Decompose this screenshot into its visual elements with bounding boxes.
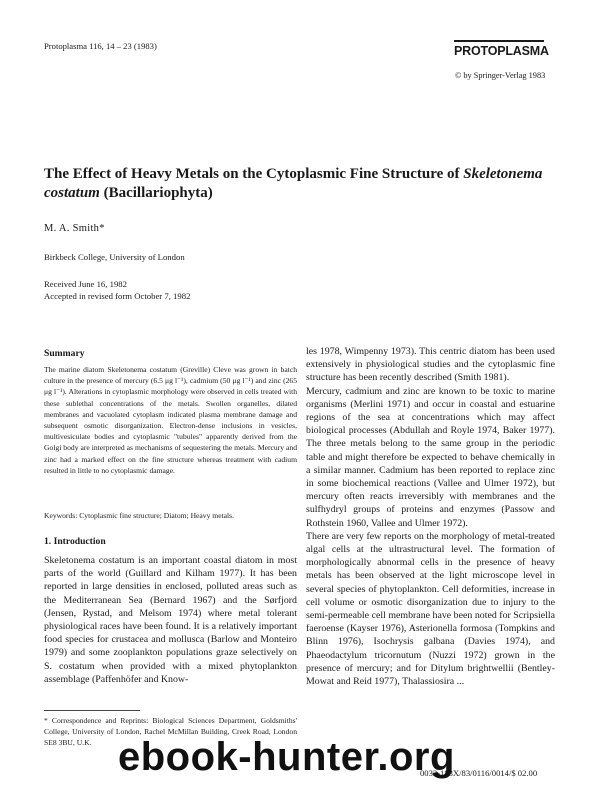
summary-text: The marine diatom Skeletonema costatum (Greville) Cleve was grown in batch culture in the presence of mercury (6.5 μg l⁻¹), cadmium (50 μg l⁻¹) and zinc (265 μg l⁻¹). Alterations in cytoplasmic morphology were observed in cells treated with these sublethal concentrations of the metals. Swollen organelles, dilated membranes and vacuolated cytoplasm indicated plasma membrane damage and subsequent osmotic disorganization. Electron-dense inclusions in vesicles, multivesiculate bodies and cytoplasmic "tubules" apparently derived from the Golgi body are interpreted as mechanisms of sequestering the metals. Mercury and zinc had a marked effect on the fine structure whereas treatment with cadium resulted in little to no cytoplasmic damage. [44, 365, 297, 475]
journal-citation: Protoplasma 116, 14 – 23 (1983) [44, 41, 157, 51]
summary-heading: Summary [44, 348, 85, 359]
journal-logo: PROTOPLASMA [454, 40, 544, 58]
column2-body [306, 345, 555, 688]
publication-code: 0033-183X/83/0116/0014/$ 02.00 [420, 768, 538, 778]
title-part2: (Bacillariophyta) [99, 185, 213, 201]
paragraph-3: There are very few reports on the morphology of metal-treated algal cells at the ultrastructural level. The formation of morphologically abnormal cells in the presence of heavy metals has been observed at the light microscope level in several species of phytoplankton. Cell deformities, increase in cell volume or osmotic disorganization due to injury to the semi-permeable cell membrane have been noted for Scripsiella faeroense (Kayser 1976), Asterionella formosa (Tompkins and Blinn 1976), Isochrysis galbana (Davies 1974), and Phaeodactylum tricornutum (Nuzzi 1972) grown in the presence of mercury; and for Ditylum brightwellii (Bentley-Mowat and Reid 1977), Thalassiosira ... [306, 530, 555, 688]
keywords: Keywords: Cytoplasmic fine structure; Diatom; Heavy metals. [44, 511, 235, 520]
watermark: ebook-hunter.org [118, 735, 455, 779]
article-title [44, 165, 554, 203]
introduction-heading: 1. Introduction [44, 536, 106, 547]
introduction-text: Skeletonema costatum is an important coastal diatom in most parts of the world (Guillard and Kilham 1977). It has been reported in large densities in enclosed, polluted areas such as the Mediterranean Sea (Bernard 1967) and the Sørfjord (Jensen, Rystad, and Melsom 1974) where metal tolerant physiological races have been found. It is a relatively important food species for crustacea and mollusca (Barlow and Monteiro 1979) and some zooplankton populations graze selectively on S. costatum when provided with a mixed phytoplankton assemblage (Paffenhöfer and Know- [44, 555, 297, 685]
affiliation: Birkbeck College, University of London [44, 252, 185, 262]
copyright-line: © by Springer-Verlag 1983 [455, 71, 546, 80]
paragraph-1: les 1978, Wimpenny 1973). This centric diatom has been used extensively in physiological studies and the cytoplasmic fine structure has been recently described (Smith 1981). [306, 346, 555, 384]
dates [44, 279, 190, 302]
author-name: M. A. Smith* [44, 223, 105, 234]
received-date: Received June 16, 1982 [44, 279, 127, 289]
title-species: Skeletonema costatum [44, 166, 543, 201]
accepted-date: Accepted in revised form October 7, 1982 [44, 290, 191, 301]
footnote: * Correspondence and Reprints: Biological Sciences Department, Goldsmiths' College, University of London, Rachel McMillan Building, Creek Road, London SE8 3BU, U.K. [44, 716, 297, 748]
title-part1: The Effect of Heavy Metals on the Cytoplasmic Fine Structure of [44, 166, 464, 182]
paragraph-2: Mercury, cadmium and zinc are known to be toxic to marine organisms (Merlini 1971) and occur in coastal and estuarine regions of the sea at concentrations which may affect biological processes (Abdullah and Royle 1974, Baker 1977). The three metals belong to the same group in the periodic table and might therefore be expected to behave chemically in a similar manner. Cadmium has been reported to replace zinc in some biochemical reactions (Vallee and Ulmer 1972), but mercury often reacts irreversibly with membranes and the sulfhydryl groups of proteins and enzymes (Passow and Rothstein 1960, Vallee and Ulmer 1972). [306, 385, 555, 529]
footnote-rule [44, 710, 140, 711]
